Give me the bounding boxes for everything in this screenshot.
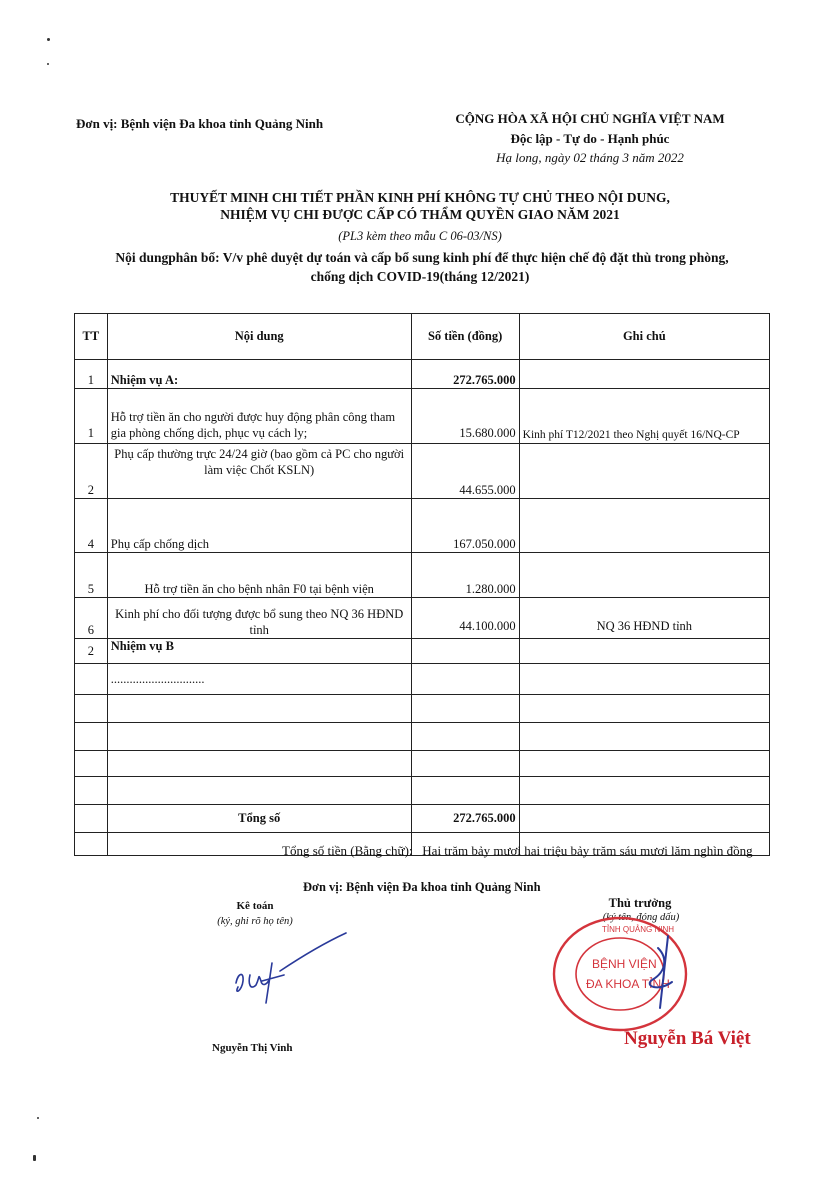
row-note (519, 639, 769, 664)
row-amount: 1.280.000 (411, 553, 519, 598)
total-note (519, 805, 769, 833)
header-tt: TT (75, 314, 108, 360)
table-row-empty (75, 695, 770, 723)
head-title: Thủ trưởng (608, 896, 672, 910)
footer-unit-label: Đơn vị: Bệnh viện Đa khoa tỉnh Quảng Ninh (303, 880, 541, 894)
row-tt: 1 (75, 389, 108, 444)
row-tt: 4 (75, 499, 108, 553)
scan-speck (47, 38, 50, 41)
accountant-note: (ký, ghi rõ họ tên) (217, 916, 293, 927)
table-row-empty (75, 751, 770, 777)
head-note: (ký tên, đóng dấu) (602, 912, 680, 923)
budget-table (74, 313, 770, 856)
allocation-line2: chống dịch COVID-19(tháng 12/2021) (310, 269, 530, 284)
row-amount: 167.050.000 (411, 499, 519, 553)
row-tt: 1 (75, 360, 108, 389)
table-row (75, 598, 770, 639)
row-amount (411, 664, 519, 695)
row-content: Nhiệm vụ B (107, 639, 411, 664)
header-note: Ghi chú (519, 314, 769, 360)
head-name: Nguyễn Bá Việt (624, 1028, 751, 1049)
table-row-empty (75, 723, 770, 751)
total-label: Tổng số (107, 805, 411, 833)
row-content: .............................. (107, 664, 411, 695)
doc-title-line1: THUYẾT MINH CHI TIẾT PHẦN KINH PHÍ KHÔNG TỰ CHỦ THEO NỘI DUNG, (170, 190, 670, 205)
total-row (75, 805, 770, 833)
accountant-title: Kê toán (236, 900, 274, 912)
scan-speck (47, 63, 49, 65)
row-amount: 272.765.000 (411, 360, 519, 389)
row-note: Kinh phí T12/2021 theo Nghị quyết 16/NQ-CP (519, 389, 769, 444)
amount-in-words (282, 843, 753, 859)
doc-subtitle: (PL3 kèm theo mẫu C 06-03/NS) (338, 229, 502, 243)
table-row (75, 499, 770, 553)
document-date: Hạ long, ngày 02 tháng 3 năm 2022 (496, 150, 684, 165)
amount-in-words-label: Tổng số tiền (Bằng chữ): (282, 843, 413, 858)
country-name: CỘNG HÒA XÃ HỘI CHỦ NGHĨA VIỆT NAM (455, 111, 725, 126)
allocation-line1: Nội dungphân bổ: V/v phê duyệt dự toán và cấp bổ sung kinh phí để thực hiện chế độ đặt thù trong phòng, (115, 250, 729, 265)
row-note (519, 360, 769, 389)
row-tt: 2 (75, 639, 108, 664)
row-amount (411, 639, 519, 664)
row-content: Nhiệm vụ A: (107, 360, 411, 389)
row-amount: 44.100.000 (411, 598, 519, 639)
row-content: Hỗ trợ tiền ăn cho bệnh nhân F0 tại bệnh viện (107, 553, 411, 598)
amount-in-words-value: Hai trăm bảy mươi hai triệu bảy trăm sáu mươi lăm nghìn đồng (422, 843, 753, 858)
row-tt: 2 (75, 444, 108, 499)
row-content: Phụ cấp thường trực 24/24 giờ (bao gồm cả PC cho người làm việc Chốt KSLN) (107, 444, 411, 499)
table-row-empty (75, 777, 770, 805)
header-content: Nội dung (107, 314, 411, 360)
row-note: NQ 36 HĐND tỉnh (519, 598, 769, 639)
stamp-text-1: BỆNH VIỆN (592, 957, 657, 971)
table-row (75, 389, 770, 444)
table-header-row (75, 314, 770, 360)
row-note (519, 553, 769, 598)
row-amount: 44.655.000 (411, 444, 519, 499)
stamp-ring-text: TỈNH QUẢNG NINH (602, 925, 674, 934)
header-amount: Số tiền (đồng) (411, 314, 519, 360)
doc-title-line2: NHIỆM VỤ CHI ĐƯỢC CẤP CÓ THẨM QUYỀN GIAO NĂM 2021 (220, 207, 620, 222)
scan-speck (33, 1155, 36, 1161)
row-content: Hỗ trợ tiền ăn cho người được huy động phân công tham gia phòng chống dịch, phục vụ cách ly; (107, 389, 411, 444)
accountant-name: Nguyễn Thị Vinh (212, 1042, 293, 1054)
row-note (519, 664, 769, 695)
hospital-stamp (540, 910, 690, 1040)
unit-label: Đơn vị: Bệnh viện Đa khoa tỉnh Quảng Ninh (76, 116, 324, 131)
total-amount: 272.765.000 (411, 805, 519, 833)
row-tt: 5 (75, 553, 108, 598)
total-tt (75, 805, 108, 833)
table-row (75, 444, 770, 499)
motto: Độc lập - Tự do - Hạnh phúc (510, 131, 670, 146)
table-row (75, 553, 770, 598)
row-content: Phụ cấp chống dịch (107, 499, 411, 553)
accountant-signature (228, 925, 358, 1010)
row-content: Kinh phí cho đối tượng được bổ sung theo NQ 36 HĐND tỉnh (107, 598, 411, 639)
row-tt (75, 664, 108, 695)
stamp-text-2: ĐA KHOA TỈNH (586, 977, 670, 991)
row-note (519, 499, 769, 553)
row-tt: 6 (75, 598, 108, 639)
table-row (75, 664, 770, 695)
row-amount: 15.680.000 (411, 389, 519, 444)
row-note (519, 444, 769, 499)
scan-speck (37, 1117, 39, 1119)
table-row (75, 360, 770, 389)
table-row (75, 639, 770, 664)
